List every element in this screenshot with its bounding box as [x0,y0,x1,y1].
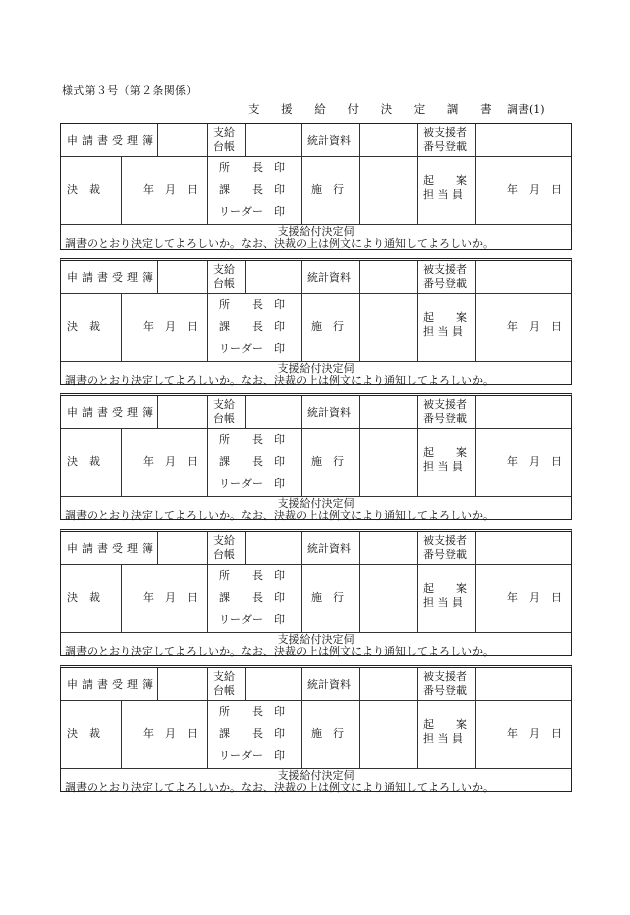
section-chief-seal: 課 長 印 [219,727,285,740]
section-chief-seal: 課 長 印 [219,320,285,333]
inquiry-title: 支援給付決定伺 [277,633,355,646]
recipient-label-2: 番号登載 [423,548,467,561]
stats-label: 統計資料 [307,134,351,147]
recipient-label-1: 被支援者 [423,534,467,547]
section-chief-seal: 課 長 印 [219,183,285,196]
draft-date: 年 月 日 [507,727,562,740]
recipient-label-1: 被支援者 [423,263,467,276]
leader-seal: リーダー 印 [219,477,285,490]
leader-seal: リーダー 印 [219,342,285,355]
section-chief-seal: 課 長 印 [219,455,285,468]
draft-label-2: 担 当 員 [423,732,463,745]
recipient-label-2: 番号登載 [423,684,467,697]
draft-date: 年 月 日 [507,455,562,468]
director-seal: 所 長 印 [219,705,285,718]
decision-form-block-1 [60,123,572,250]
draft-label-1: 起 案 [423,311,467,324]
enforce-label: 施 行 [311,320,344,333]
inquiry-title: 支援給付決定伺 [277,769,355,782]
draft-label-2: 担 当 員 [423,325,463,338]
inquiry-text: 調書のとおり決定してよろしいか。なお、決裁の上は例文により通知してよろしいか。 [65,237,494,250]
register-label: 申請書受理簿 [67,678,157,691]
ledger-label-2: 台帳 [213,140,235,153]
inquiry-title: 支援給付決定伺 [277,225,355,238]
decision-form-block-3 [60,393,572,520]
decision-date: 年 月 日 [143,591,198,604]
enforce-label: 施 行 [311,591,344,604]
director-seal: 所 長 印 [219,161,285,174]
draft-label-2: 担 当 員 [423,188,463,201]
decision-date: 年 月 日 [143,183,198,196]
recipient-label-1: 被支援者 [423,126,467,139]
decision-label: 決 裁 [67,591,100,604]
register-label: 申請書受理簿 [67,271,157,284]
decision-label: 決 裁 [67,727,100,740]
enforce-label: 施 行 [311,727,344,740]
draft-label-1: 起 案 [423,174,467,187]
leader-seal: リーダー 印 [219,205,285,218]
recipient-label-2: 番号登載 [423,412,467,425]
enforce-label: 施 行 [311,455,344,468]
recipient-label-2: 番号登載 [423,140,467,153]
leader-seal: リーダー 印 [219,613,285,626]
recipient-label-1: 被支援者 [423,670,467,683]
decision-date: 年 月 日 [143,320,198,333]
ledger-label-2: 台帳 [213,277,235,290]
decision-date: 年 月 日 [143,455,198,468]
ledger-label-2: 台帳 [213,684,235,697]
section-chief-seal: 課 長 印 [219,591,285,604]
draft-label-2: 担 当 員 [423,596,463,609]
ledger-label-1: 支給 [213,670,235,683]
recipient-label-1: 被支援者 [423,398,467,411]
director-seal: 所 長 印 [219,569,285,582]
document-title: 支 援 給 付 決 定 調 書 [248,102,501,116]
decision-label: 決 裁 [67,183,100,196]
director-seal: 所 長 印 [219,298,285,311]
director-seal: 所 長 印 [219,433,285,446]
inquiry-text: 調書のとおり決定してよろしいか。なお、決裁の上は例文により通知してよろしいか。 [65,509,494,522]
stats-label: 統計資料 [307,406,351,419]
ledger-label-2: 台帳 [213,412,235,425]
draft-date: 年 月 日 [507,183,562,196]
recipient-label-2: 番号登載 [423,277,467,290]
draft-label-1: 起 案 [423,582,467,595]
register-label: 申請書受理簿 [67,406,157,419]
draft-label-1: 起 案 [423,446,467,459]
ledger-label-1: 支給 [213,126,235,139]
stats-label: 統計資料 [307,271,351,284]
draft-date: 年 月 日 [507,591,562,604]
inquiry-text: 調書のとおり決定してよろしいか。なお、決裁の上は例文により通知してよろしいか。 [65,645,494,658]
stats-label: 統計資料 [307,678,351,691]
form-number-label: 様式第３号（第２条関係） [62,84,198,97]
ledger-label-1: 支給 [213,534,235,547]
register-label: 申請書受理簿 [67,542,157,555]
ledger-label-1: 支給 [213,398,235,411]
draft-date: 年 月 日 [507,320,562,333]
draft-label-2: 担 当 員 [423,460,463,473]
decision-date: 年 月 日 [143,727,198,740]
inquiry-title: 支援給付決定伺 [277,497,355,510]
draft-label-1: 起 案 [423,718,467,731]
inquiry-text: 調書のとおり決定してよろしいか。なお、決裁の上は例文により通知してよろしいか。 [65,781,494,794]
decision-form-block-5 [60,665,572,792]
decision-label: 決 裁 [67,320,100,333]
register-label: 申請書受理簿 [67,134,157,147]
inquiry-text: 調書のとおり決定してよろしいか。なお、決裁の上は例文により通知してよろしいか。 [65,374,494,387]
leader-seal: リーダー 印 [219,749,285,762]
enforce-label: 施 行 [311,183,344,196]
ledger-label-1: 支給 [213,263,235,276]
inquiry-title: 支援給付決定伺 [277,362,355,375]
document-code: 調書(1) [507,103,545,116]
stats-label: 統計資料 [307,542,351,555]
decision-form-block-2 [60,258,572,385]
decision-label: 決 裁 [67,455,100,468]
ledger-label-2: 台帳 [213,548,235,561]
decision-form-block-4 [60,529,572,656]
